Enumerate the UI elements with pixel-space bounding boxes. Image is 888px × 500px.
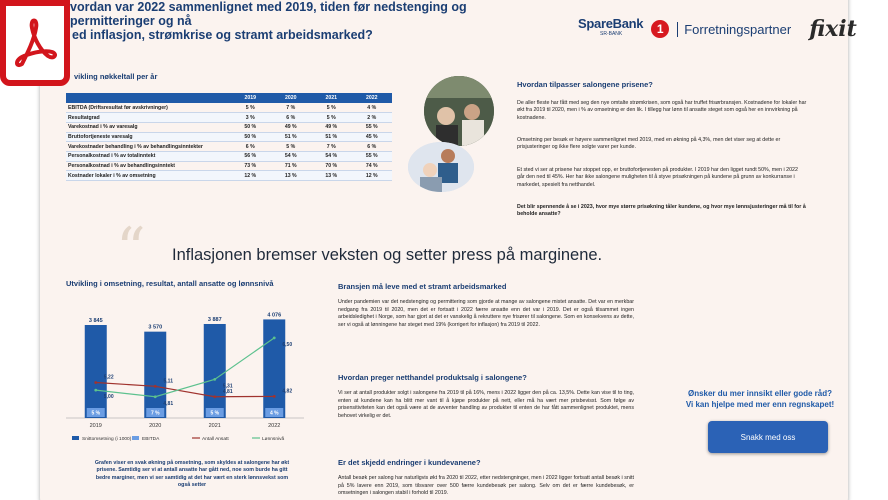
chart-caption: Grafen viser en svak økning på omsetning, som skyldes at salongene har økt prisene. Samtidig ser vi at antall ansatte har gått ned, noe som burde ha gitt bedre marginer, men vi ser samtidig at det har vært en sterk lønnsvekst som også setter [94, 460, 290, 489]
table-cell: 71 % [271, 161, 312, 171]
cta-text-line-1: Ønsker du mer innsikt eller gode råd? [687, 389, 833, 398]
pull-quote: Inflasjonen bremser veksten og setter press på marginene. [172, 246, 603, 264]
chart-title: Utvikling i omsetning, resultat, antall ansatte og lønnsnivå [66, 279, 274, 288]
line-antall-ansatt [96, 382, 275, 396]
table-row [66, 103, 392, 113]
table-cell: 70 % [311, 161, 352, 171]
legend-label: Antall Ansatt [202, 437, 229, 442]
partner-logos [578, 16, 857, 42]
table-cell: 7 % [311, 142, 352, 152]
table-cell: 55 % [352, 151, 393, 161]
table-row-label: Personalkostnad i % av totalinntekt [66, 151, 230, 161]
acrobat-icon [12, 14, 58, 72]
table-row-label: Personalkostnad i % av behandlingsinntekt [66, 161, 230, 171]
bar-omsetning [263, 319, 285, 418]
section-body-labour: Under pandemien var det nedstenging og permittering som gjorde at mange av salongene mistet ansatte. Det var en merkbar nedgang fra 2019 til 2020, men det er fortsatt i 2022 færre ansatte enn det var i 2019. Det er også tilsammet ingen arbeidsledighet i Norge, som har gjort at det er vanskelig å rekruttere nye frisører til salongene. Som en konsekvens av dette, ser vi også at lønningene har steget med 19% (korrigert for inflasjon) fra 2019 til 2022. [338, 299, 634, 328]
prices-paragraph-4: Det blir spennende å se i 2023, hvor mye større prisøkning tåler kundene, og hvor mye lønnsjusteringer må til for å beholde ansatte? [517, 204, 806, 218]
table-cell: 54 % [271, 151, 312, 161]
table-row [66, 171, 392, 181]
table-header-label [66, 93, 230, 103]
table-cell: 73 % [230, 161, 271, 171]
table-cell: 5 % [311, 103, 352, 113]
line-point [213, 378, 216, 381]
x-tick-label: 2021 [208, 423, 221, 429]
table-cell: 4 % [352, 103, 393, 113]
sparebank-1-icon: 1 [651, 20, 669, 38]
section-body-ecommerce: Vi ser at antall produkter solgt i salongene fra 2019 til på 16%, mens i 2022 ligger den på ca. 13,5%. Dette kan vise til to ting, enten at kundene kan ha blitt mer vant til å kjøpe produkter på nett, eller må ha vært mer prisbevisst. Som følge av prisensitiviteten kan det også være at de avventer handling av produkter til enten de har fått sammenlignet produktet, mens behovet virkelig er det. [338, 390, 634, 419]
table-cell: 51 % [311, 132, 352, 142]
page-title-line-1: vordan var 2022 sammenlignet med 2019, tiden før nedstenging og permitteringer og nå [70, 0, 467, 28]
line-point [154, 385, 157, 388]
section-heading-ecommerce: Hvordan preger netthandel produktsalg i salongene? [338, 373, 527, 382]
section-heading-customers: Er det skjedd endringer i kundevanene? [338, 458, 481, 467]
table-header-year: 2022 [352, 93, 393, 103]
table-title: vikling nøkkeltall per år [74, 72, 158, 81]
bar-label: 3 570 [148, 324, 163, 331]
table-row [66, 161, 392, 171]
table-header-year: 2020 [271, 93, 312, 103]
ebitda-label: 4 % [269, 410, 279, 417]
table-row [66, 151, 392, 161]
table-cell: 5 % [230, 103, 271, 113]
legend-label: EBITDA [142, 437, 160, 442]
table-cell: 56 % [230, 151, 271, 161]
table-row [66, 122, 392, 132]
prices-heading: Hvordan tilpasser salongene prisene? [517, 80, 653, 89]
legend-label: Snittomsetning (i 1000) [82, 437, 132, 442]
line-label: 4,81 [163, 400, 174, 407]
bar-omsetning [204, 324, 226, 418]
line-point [273, 337, 276, 340]
bar-omsetning [85, 325, 107, 418]
table-cell: 51 % [271, 132, 312, 142]
table-row [66, 142, 392, 152]
table-cell: 2 % [352, 113, 393, 123]
table-cell: 6 % [230, 142, 271, 152]
prices-paragraph-1: De aller fleste har fått med seg den nye omtalte strømkrisen, som også har truffet frisørbransjen. Kostnadene for lokaler har økt fra 2019 til 2020, men i % av omsetning er den lik. I tillegg har lønn til ansatte steget som også her en innvirkning på kostnadene. [517, 100, 807, 121]
table-row-label: Bruttofortjeneste varesalg [66, 132, 230, 142]
table-cell: 3 % [230, 113, 271, 123]
line-lonnsniva [96, 338, 275, 397]
ebitda-label: 5 % [210, 410, 220, 417]
table-row [66, 113, 392, 123]
line-label: 5,11 [163, 378, 173, 385]
table-row-label: Varekostnader behandling i % av behandlingsinntekter [66, 142, 230, 152]
table-cell: 55 % [352, 122, 393, 132]
cta-text-line-2: Vi kan hjelpe med mer enn regnskapet! [685, 400, 835, 409]
table-cell: 12 % [352, 171, 393, 181]
line-label: 4,81 [222, 388, 233, 395]
legend-label: Lønnsnivå [262, 437, 285, 442]
sparebank-name: SpareBank [578, 16, 644, 31]
ebitda-label: 7 % [150, 410, 160, 417]
x-tick-label: 2019 [89, 423, 102, 429]
line-label: 5,22 [103, 374, 114, 381]
section-heading-labour: Bransjen må leve med et stramt arbeidsmarked [338, 282, 507, 291]
page-title-line-2: ed inflasjon, strømkrise og stramt arbeidsmarked? [72, 28, 373, 42]
x-tick-label: 2022 [268, 423, 281, 429]
cta-text [660, 388, 860, 410]
table-cell: 13 % [271, 171, 312, 181]
line-point [94, 381, 97, 384]
line-point [213, 395, 216, 398]
sparebank-sub: SR-BANK [600, 31, 623, 37]
table-row-label: Kostnader lokaler i % av omsetning [66, 171, 230, 181]
table-cell: 50 % [230, 122, 271, 132]
key-figures-table [66, 93, 392, 181]
salon-photo-2-image [408, 142, 474, 192]
section-body-customers: Antall besøk per salong har naturligvis økt fra 2020 til 2022, etter nedstengninger, men i 2022 ligger fortsatt antall besøk i snitt på 5% lavere enn 2019, som tilsvarer over 500 færre kundebesøk per salong. Selv om det er færre kundebesøk, er omsetningen i salongen stabil i forhold til 2019. [338, 475, 634, 497]
table-cell: 45 % [352, 132, 393, 142]
salon-photo-1-image [424, 76, 494, 146]
line-label: 5,00 [103, 394, 114, 401]
table-cell: 74 % [352, 161, 393, 171]
table-header-year: 2019 [230, 93, 271, 103]
table-cell: 5 % [311, 113, 352, 123]
line-point [94, 389, 97, 392]
table-row [66, 132, 392, 142]
ebitda-label: 5 % [91, 410, 101, 417]
table-row-label: EBITDA (Driftsresultat før avskrivninger) [66, 103, 230, 113]
line-label: 5,31 [222, 383, 233, 390]
table-cell: 49 % [271, 122, 312, 132]
page-title [70, 0, 550, 42]
salon-photo-2 [408, 142, 474, 192]
table-cell: 13 % [311, 171, 352, 181]
partner-label: Forretningspartner [677, 22, 791, 37]
prices-paragraph-3: Et sted vi ser at prisene har stoppet opp, er bruttofortjenesten på produkter. I 2019 har den ligget rundt 50%, men i 2022 går den ned til 45%. Her har ikke salongene muligheten til å styve prisøkningen på kundene på grunn av konkurranse i markedet, spesielt fra netthandel. [517, 167, 798, 188]
line-point [154, 395, 157, 398]
line-label: 6,50 [282, 341, 293, 348]
table-header-year: 2021 [311, 93, 352, 103]
table-cell: 50 % [230, 132, 271, 142]
contact-us-button[interactable]: Snakk med oss [708, 421, 828, 453]
combo-chart [66, 294, 316, 454]
bar-label: 3 845 [88, 318, 103, 325]
pdf-file-icon[interactable] [0, 0, 70, 86]
table-row-label: Varekostnad i % av varesalg [66, 122, 230, 132]
table-cell: 12 % [230, 171, 271, 181]
legend-swatch [72, 436, 79, 440]
salon-photo-1 [424, 76, 494, 146]
prices-paragraph-2: Omsetning per besøk er høyere sammenlignet med 2019, med en økning på 4,3%, men det viser seg at dette er prisjusteringer og ikke flere solgte varer per kunde. [517, 137, 781, 151]
table-cell: 6 % [352, 142, 393, 152]
table-cell: 54 % [311, 151, 352, 161]
table-header-row [66, 93, 392, 103]
table-cell: 7 % [271, 103, 312, 113]
bar-label: 3 887 [207, 316, 222, 323]
table-cell: 6 % [271, 113, 312, 123]
table-cell: 5 % [271, 142, 312, 152]
fixit-logo: fixit [809, 16, 857, 42]
table-row-label: Resultatgrad [66, 113, 230, 123]
quote-mark-icon: “ [116, 215, 146, 283]
line-label: 4,82 [282, 388, 293, 395]
sparebank-logo [578, 16, 644, 39]
bar-label: 4 076 [267, 312, 282, 319]
line-point [273, 395, 276, 398]
legend-swatch [132, 436, 139, 440]
x-tick-label: 2020 [149, 423, 162, 429]
table-cell: 49 % [311, 122, 352, 132]
